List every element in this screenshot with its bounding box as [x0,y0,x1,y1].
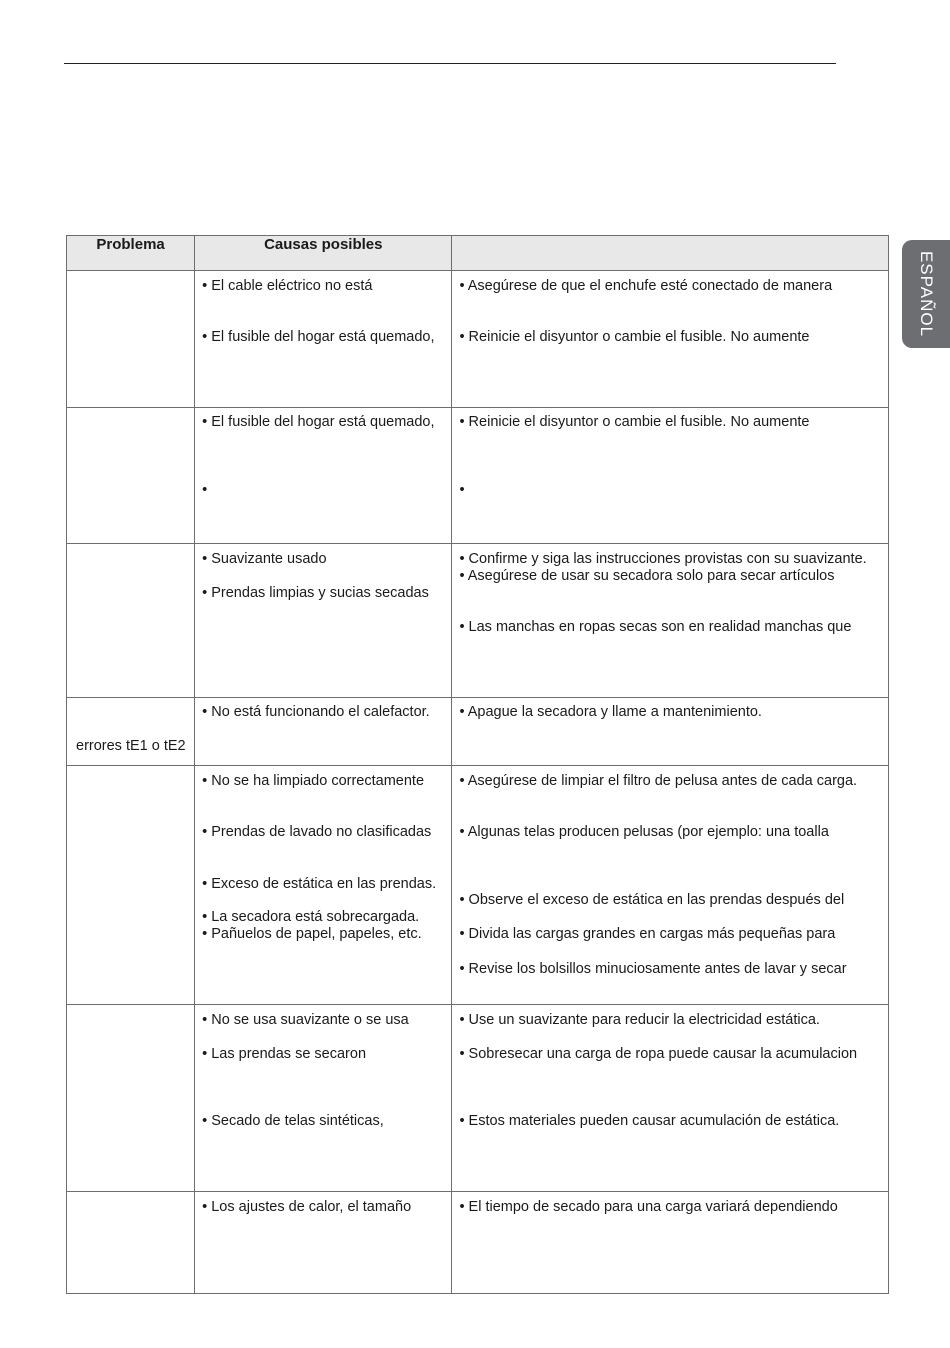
table-row [67,408,889,544]
cause-item: • Exceso de estática en las prendas. [202,876,437,892]
solutions-cell [452,271,889,408]
cause-item: • Suavizante usado [202,551,327,567]
problem-cell [67,1192,195,1294]
problem-cell [67,271,195,408]
causes-cell [195,1192,452,1294]
cause-item: • El fusible del hogar está quemado, [202,414,435,430]
problem-cell [67,698,195,766]
solution-item: • Algunas telas producen pelusas (por ejemplo: una toalla [459,824,829,840]
header-solutions [452,236,889,271]
causes-cell [195,698,452,766]
cause-item: • No se ha limpiado correctamente [202,773,425,789]
causes-cell [195,1005,452,1192]
table-header-row [67,236,889,271]
troubleshooting-table [66,235,889,1294]
cause-item: • Las prendas se secaron [202,1046,367,1062]
problem-cell [67,544,195,698]
cause-item: • Los ajustes de calor, el tamaño [202,1199,412,1215]
cause-item: • El fusible del hogar está quemado, [202,329,435,345]
table-row [67,1005,889,1192]
solution-item: • Asegúrese de que el enchufe esté conectado de manera [459,278,833,294]
cause-item: • Prendas limpias y sucias secadas [202,585,429,601]
solution-item: • Apague la secadora y llame a mantenimiento. [459,704,762,720]
solutions-cell [452,408,889,544]
cause-item: • Prendas de lavado no clasificadas [202,824,432,840]
table-row [67,1192,889,1294]
solution-item: • Revise los bolsillos minuciosamente antes de lavar y secar [459,961,847,977]
table-row [67,544,889,698]
problem-cell [67,1005,195,1192]
solution-item: • Asegúrese de usar su secadora solo para secar artículos [459,568,835,584]
solutions-cell [452,544,889,698]
solution-item: • Confirme y siga las instrucciones provistas con su suavizante. [459,551,867,567]
cause-item: • Secado de telas sintéticas, [202,1113,384,1129]
solution-item: • Sobresecar una carga de ropa puede causar la acumulacion [459,1046,858,1062]
causes-cell [195,766,452,1005]
solutions-cell [452,1005,889,1192]
solution-item: • Divida las cargas grandes en cargas más pequeñas para [459,926,836,942]
solution-item: • Reinicie el disyuntor o cambie el fusible. No aumente [459,329,810,345]
troubleshooting-table-wrapper [66,235,889,1294]
cause-item: • No está funcionando el calefactor. [202,704,430,720]
solution-item: • El tiempo de secado para una carga variará dependiendo [459,1199,838,1215]
header-causes: Causas posibles [195,236,452,271]
causes-cell [195,271,452,408]
causes-cell [195,408,452,544]
causes-cell [195,544,452,698]
header-problem: Problema [67,236,195,271]
solution-item: • Reinicie el disyuntor o cambie el fusible. No aumente [459,414,810,430]
solution-item: • Asegúrese de limpiar el filtro de pelusa antes de cada carga. [459,773,858,789]
solutions-cell [452,766,889,1005]
cause-item: • La secadora está sobrecargada. [202,909,420,925]
solution-item: • Use un suavizante para reducir la electricidad estática. [459,1012,820,1028]
solution-item: • [459,482,465,498]
problem-text: errores tE1 o tE2 [76,738,186,754]
language-tab-label: ESPAÑOL [917,250,936,338]
cause-item: • El cable eléctrico no está [202,278,373,294]
table-row [67,271,889,408]
table-row [67,766,889,1005]
problem-cell [67,408,195,544]
cause-item: • No se usa suavizante o se usa [202,1012,409,1028]
problem-cell [67,766,195,1005]
header-rule [64,63,836,64]
solution-item: • Observe el exceso de estática en las prendas después del [459,892,845,908]
solutions-cell [452,1192,889,1294]
solutions-cell [452,698,889,766]
cause-item: • [202,482,208,498]
solution-item: • Estos materiales pueden causar acumulación de estática. [459,1113,840,1129]
solution-item: • Las manchas en ropas secas son en realidad manchas que [459,619,852,635]
language-tab[interactable] [902,240,950,348]
table-row [67,698,889,766]
cause-item: • Pañuelos de papel, papeles, etc. [202,926,422,942]
